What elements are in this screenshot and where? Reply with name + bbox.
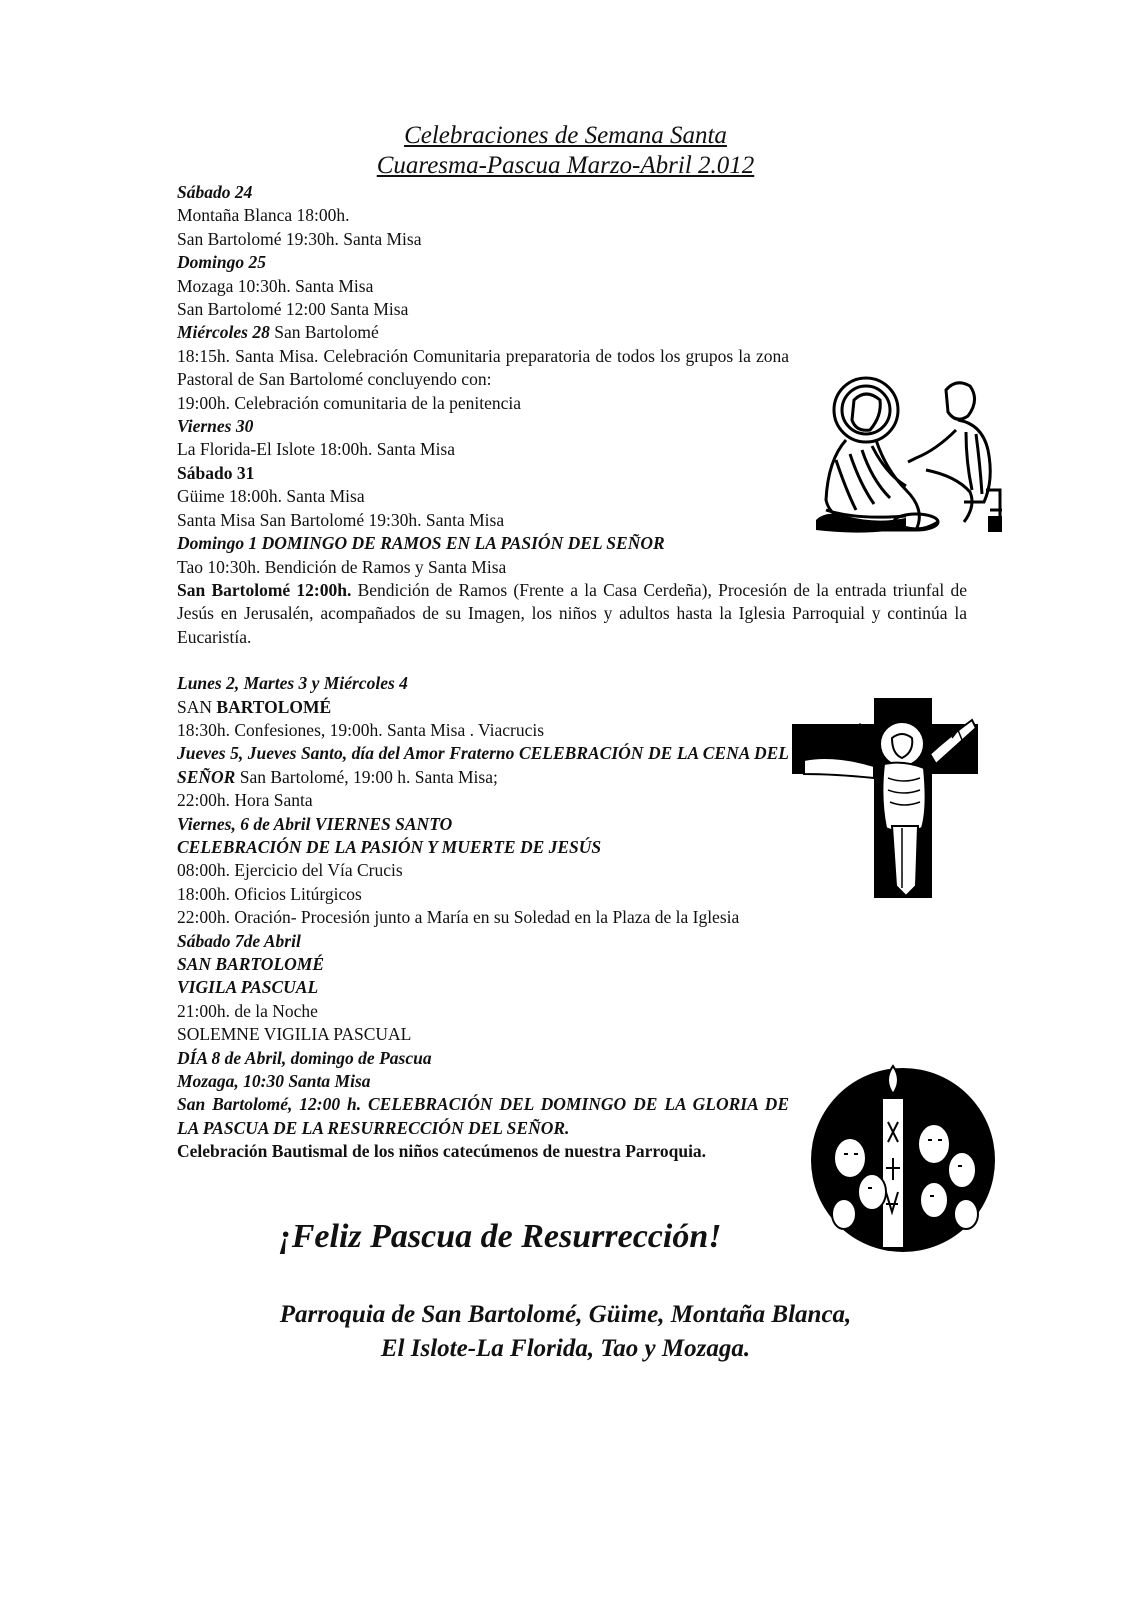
schedule-line: Montaña Blanca 18:00h.	[177, 205, 350, 226]
feliz-pascua-heading: ¡Feliz Pascua de Resurrección!	[278, 1218, 722, 1255]
paragraph-text: San Bartolomé, 19:00 h. Santa Misa;	[235, 766, 498, 787]
paragraph-text: Bendición de Ramos (Frente a la Casa Cerdeña), Procesión de la entrada triunfal de Jesús en Jerusalén, acompañados de su Imagen, los niños y adultos hasta la Iglesia Parroquial y continúa la Eucaristía.	[177, 579, 968, 647]
schedule-line: 18:30h. Confesiones, 19:00h. Santa Misa . Viacrucis	[177, 719, 545, 740]
schedule-paragraph	[177, 579, 967, 649]
footer-line: Parroquia de San Bartolomé, Güime, Montaña Blanca,	[279, 1301, 852, 1328]
schedule-line: San Bartolomé 19:30h. Santa Misa	[177, 228, 422, 249]
schedule-line: Tao 10:30h. Bendición de Ramos y Santa Misa	[177, 556, 507, 577]
day-heading: Sábado 7de Abril	[177, 930, 301, 951]
page-title: Celebraciones de Semana Santa	[404, 122, 727, 149]
crucifix-icon	[792, 698, 978, 906]
schedule-line: Mozaga 10:30h. Santa Misa	[177, 275, 374, 296]
day-heading: Domingo 1 DOMINGO DE RAMOS EN LA PASIÓN DEL SEÑOR	[177, 533, 665, 554]
day-heading: Mozaga, 10:30 Santa Misa	[177, 1071, 371, 1092]
schedule-body	[177, 181, 967, 1164]
schedule-line: La Florida-El Islote 18:00h. Santa Misa	[177, 439, 456, 460]
place-text: San Bartolomé	[269, 322, 379, 343]
schedule-line: San Bartolomé 12:00 Santa Misa	[177, 299, 409, 320]
day-heading: CELEBRACIÓN DE LA PASIÓN Y MUERTE DE JESÚS	[177, 836, 602, 857]
page-subtitle: Cuaresma-Pascua Marzo-Abril 2.012	[376, 152, 755, 179]
bold-time: San Bartolomé 12:00h.	[177, 579, 352, 600]
schedule-line: Santa Misa San Bartolomé 19:30h. Santa Misa	[177, 509, 505, 530]
schedule-line: Güime 18:00h. Santa Misa	[177, 486, 365, 507]
day-heading: SAN BARTOLOMÉ	[177, 954, 325, 974]
schedule-paragraph: 18:15h. Santa Misa. Celebración Comunitaria preparatoria de todos los grupos la zona Pastoral de San Bartolomé concluyendo con:	[177, 345, 789, 390]
schedule-line: 08:00h. Ejercicio del Vía Crucis	[177, 860, 403, 881]
day-heading: Jueves 5, Jueves Santo, día del Amor Fraterno CELEBRACIÓN DE LA CENA DEL SEÑOR	[177, 743, 789, 787]
day-heading: Viernes 30	[177, 416, 254, 437]
day-heading: Lunes 2, Martes 3 y Miércoles 4	[177, 673, 408, 694]
footer-line: El Islote-La Florida, Tao y Mozaga.	[380, 1335, 751, 1362]
day-heading-row	[177, 321, 967, 344]
schedule-line: 22:00h. Oración- Procesión junto a María en su Soledad en la Plaza de la Iglesia	[177, 907, 740, 928]
day-heading: DÍA 8 de Abril, domingo de Pascua	[177, 1047, 432, 1068]
schedule-line: 18:00h. Oficios Litúrgicos	[177, 883, 362, 904]
place-heading: SAN BARTOLOMÉ	[177, 696, 332, 717]
schedule-line: 22:00h. Hora Santa	[177, 790, 313, 811]
day-heading: Domingo 25	[177, 252, 266, 273]
day-heading: Miércoles 28	[177, 322, 270, 343]
day-heading: Sábado 31	[177, 462, 255, 483]
spacer	[177, 649, 967, 672]
schedule-paragraph: Celebración Bautismal de los niños catecúmenos de nuestra Parroquia.	[177, 1141, 707, 1162]
paschal-candle-icon	[810, 1062, 996, 1258]
foot-washing-icon	[806, 370, 1006, 535]
schedule-paragraph: San Bartolomé, 12:00 h. CELEBRACIÓN DEL DOMINGO DE LA GLORIA DE LA PASCUA DE LA RESURRECCIÓN DEL SEÑOR.	[177, 1094, 789, 1138]
day-heading: VIGILA PASCUAL	[177, 977, 319, 998]
schedule-line: SOLEMNE VIGILIA PASCUAL	[177, 1024, 412, 1045]
day-heading: Viernes, 6 de Abril VIERNES SANTO	[177, 813, 453, 834]
schedule-paragraph	[177, 742, 789, 789]
schedule-line: 19:00h. Celebración comunitaria de la penitencia	[177, 392, 522, 413]
schedule-line: 21:00h. de la Noche	[177, 1000, 318, 1021]
day-heading: Sábado 24	[177, 182, 253, 202]
